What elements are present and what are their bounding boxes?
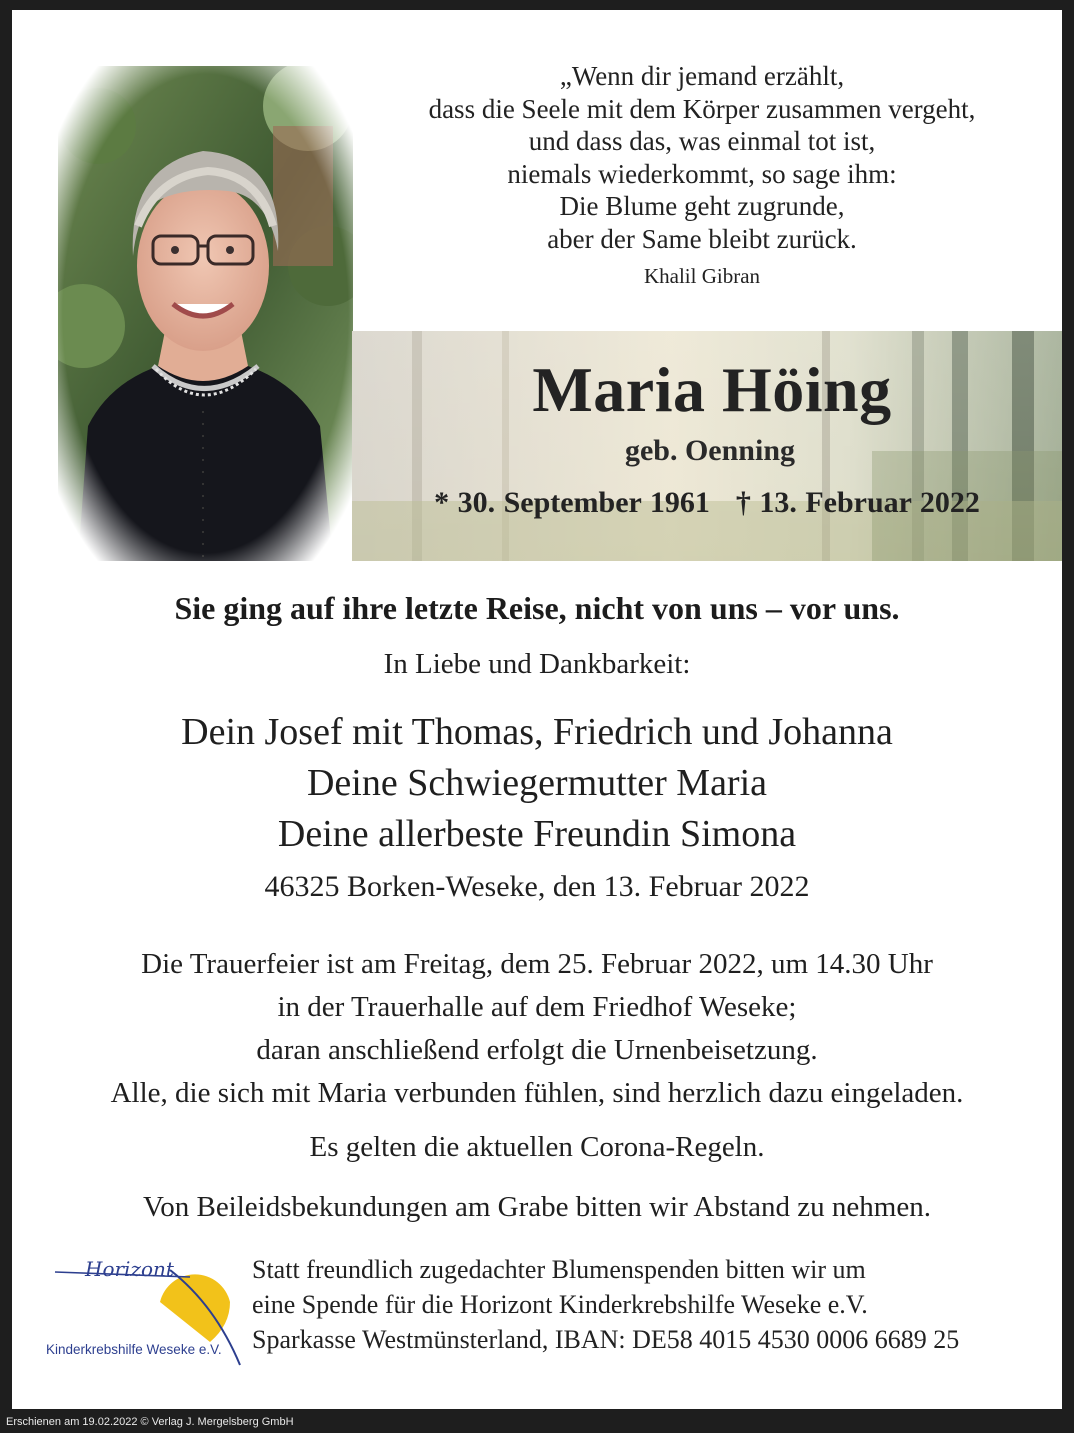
birth-date: * 30. September 1961: [434, 486, 710, 519]
family-line: Deine allerbeste Freundin Simona: [277, 813, 797, 855]
quote-line: dass die Seele mit dem Körper zusammen vergeht,: [428, 93, 976, 124]
place-date: 46325 Borken-Weseke, den 13. Februar 2022: [264, 870, 810, 903]
corona-note: Es gelten die aktuellen Corona-Regeln.: [309, 1131, 765, 1163]
donation-line: eine Spende für die Horizont Kinderkrebshilfe Weseke e.V.: [252, 1290, 868, 1319]
quote-line: „Wenn dir jemand erzählt,: [559, 61, 845, 91]
ceremony-info: [12, 943, 1062, 1115]
horizont-logo: [40, 1250, 250, 1370]
quote-author: Khalil Gibran: [643, 264, 761, 288]
quote-line: und dass das, was einmal tot ist,: [528, 126, 876, 156]
life-dates: [352, 486, 1062, 520]
family-line: Deine Schwiegermutter Maria: [306, 762, 768, 804]
quote-line: niemals wiederkommt, so sage ihm:: [507, 158, 897, 189]
family-list: [12, 707, 1062, 860]
family-line: Dein Josef mit Thomas, Friedrich und Johanna: [181, 711, 893, 753]
name-banner: [352, 331, 1062, 561]
motto: Sie ging auf ihre letzte Reise, nicht von uns – vor uns.: [174, 590, 900, 626]
maiden-name: geb. Oenning: [624, 434, 796, 467]
deceased-name: Maria Höing: [532, 354, 892, 425]
donation-request: [252, 1252, 1052, 1357]
obituary-notice: [12, 10, 1062, 1409]
logo-subtitle: Kinderkrebshilfe Weseke e.V.: [46, 1342, 222, 1357]
condolence-note: Von Beileidsbekundungen am Grabe bitten wir Abstand zu nehmen.: [143, 1191, 931, 1223]
intro-line: In Liebe und Dankbarkeit:: [383, 648, 691, 680]
donation-line: Sparkasse Westmünsterland, IBAN: DE58 4015 4530 0006 6689 25: [252, 1325, 960, 1354]
portrait-photo: [58, 66, 353, 561]
ceremony-line: Alle, die sich mit Maria verbunden fühlen, sind herzlich dazu eingeladen.: [110, 1077, 964, 1109]
donation-line: Statt freundlich zugedachter Blumenspenden bitten wir um: [252, 1255, 866, 1284]
death-date: † 13. Februar 2022: [735, 486, 980, 519]
publisher-footer: Erschienen am 19.02.2022 © Verlag J. Mergelsberg GmbH: [6, 1416, 294, 1428]
quote-line: Die Blume geht zugrunde,: [559, 191, 845, 221]
ceremony-line: daran anschließend erfolgt die Urnenbeisetzung.: [256, 1034, 818, 1066]
poem-quote: [352, 60, 1052, 289]
ceremony-line: in der Trauerhalle auf dem Friedhof Weseke;: [277, 991, 797, 1023]
ceremony-line: Die Trauerfeier ist am Freitag, dem 25. Februar 2022, um 14.30 Uhr: [141, 948, 933, 980]
quote-line: aber der Same bleibt zurück.: [547, 223, 857, 254]
logo-word: Horizont: [85, 1257, 174, 1281]
